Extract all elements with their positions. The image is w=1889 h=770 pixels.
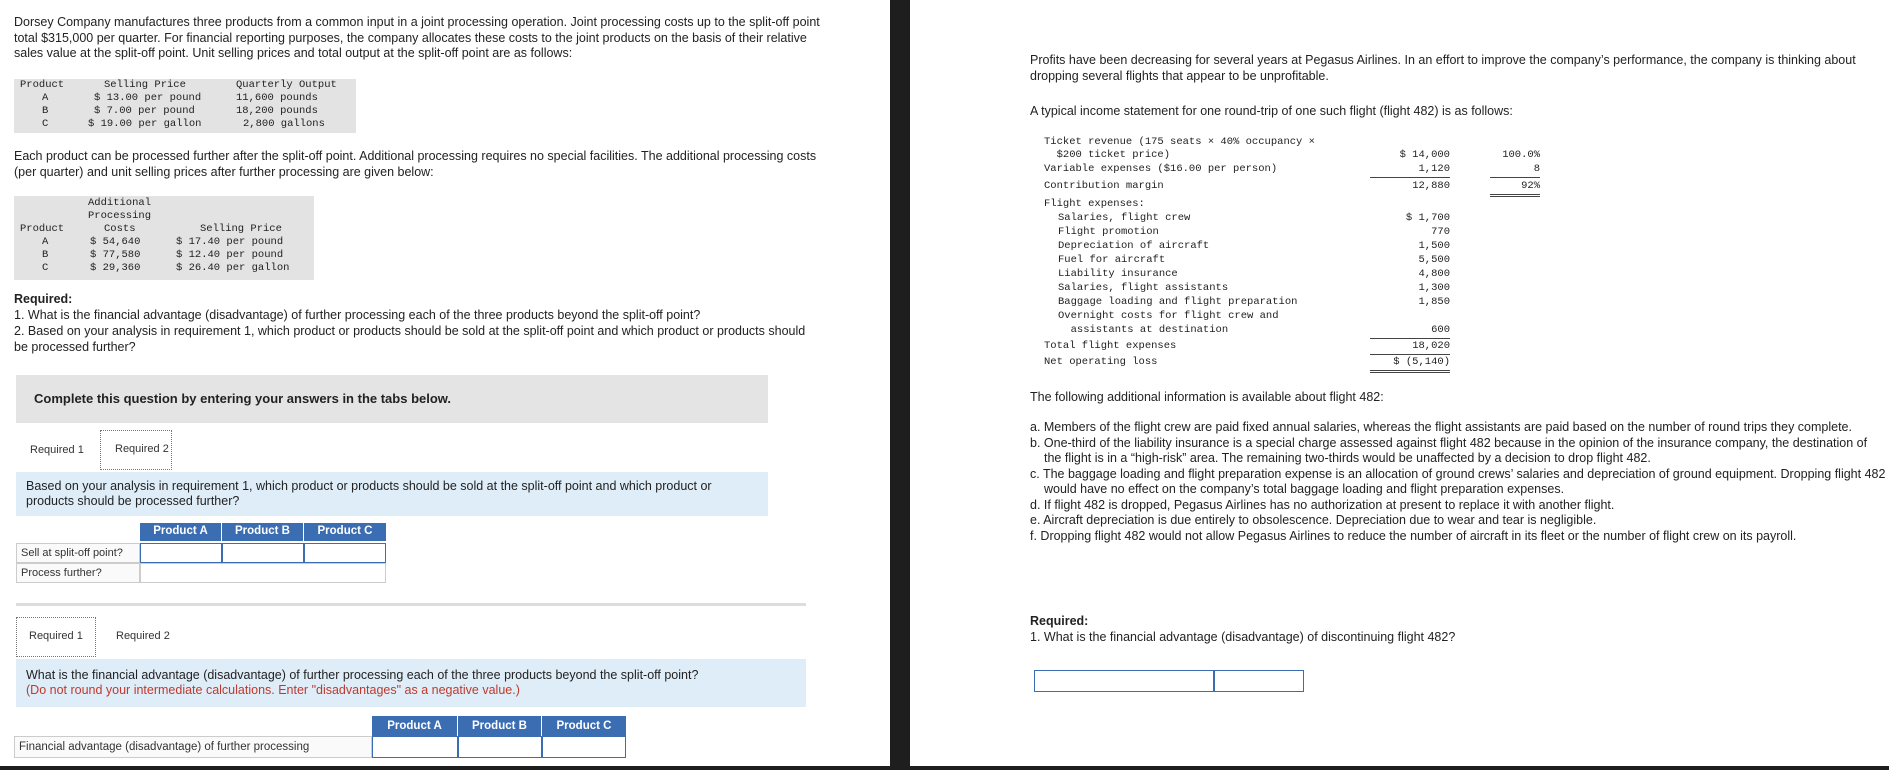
- additional-info-list: [1030, 420, 1886, 544]
- table1-header-output: Quarterly Output: [236, 79, 337, 91]
- info-item-e: e. Aircraft depreciation is due entirely to obsolescence. Depreciation due to wear and tear is negligible.: [1030, 513, 1597, 527]
- contribution-margin-label: Contribution margin: [1044, 180, 1164, 192]
- req1-table-header: [372, 716, 626, 736]
- sell-split-off-product-c-input[interactable]: [304, 543, 386, 563]
- section-divider: [16, 603, 806, 606]
- table2-row-c-price: $ 26.40 per gallon: [176, 262, 290, 274]
- tab-required-2[interactable]: Required 2: [100, 430, 172, 470]
- table2-header-line1: Additional: [88, 197, 152, 209]
- info-item-f: f. Dropping flight 482 would not allow Pegasus Airlines to reduce the number of aircraft in its fleet or the number of flight crew on its payroll.: [1030, 528, 1797, 543]
- row-financial-advantage: Financial advantage (disadvantage) of further processing: [14, 736, 372, 758]
- table2-row-b-price: $ 12.40 per pound: [176, 249, 284, 261]
- expense-label-2: Flight promotion: [1058, 226, 1159, 238]
- col-product-c: Product C: [317, 525, 373, 537]
- advantage-product-c-input[interactable]: [542, 736, 626, 758]
- expense-label-7: Baggage loading and flight preparation: [1058, 296, 1298, 308]
- pegasus-required-1: 1. What is the financial advantage (disadvantage) of discontinuing flight 482?: [1030, 630, 1456, 644]
- flight-expenses-label: Flight expenses:: [1044, 198, 1145, 210]
- col-product-b: Product B: [222, 523, 304, 541]
- sell-a-field[interactable]: [141, 544, 221, 562]
- total-flight-expenses-label: Total flight expenses: [1044, 340, 1177, 352]
- pegasus-intro: Profits have been decreasing for several years at Pegasus Airlines. In an effort to improve the company’s performance, the company is thinking about dropping several flights that appear to be unprofitable.: [1030, 53, 1856, 83]
- net-operating-loss-value: $ (5,140): [1370, 356, 1450, 373]
- variable-expenses-value: 1,120: [1370, 163, 1450, 178]
- table2-row-b-product: B: [42, 249, 49, 261]
- advantage-a-field[interactable]: [373, 737, 457, 757]
- expense-label-9: assistants at destination: [1058, 324, 1229, 336]
- expense-label-8: Overnight costs for flight crew and: [1058, 310, 1279, 322]
- table1-row-a-output: 11,600 pounds: [236, 92, 318, 104]
- table1-row-b-product: B: [42, 105, 49, 117]
- complete-banner: Complete this question by entering your answers in the tabs below.: [16, 375, 768, 423]
- ticket-revenue-label-1: Ticket revenue (175 seats × 40% occupancy ×: [1044, 136, 1315, 148]
- info-item-c: c. The baggage loading and flight preparation expense is an allocation of ground crews’ salaries and depreciation of ground equipment. Dropping flight 482 would have no effect on the company’s total baggage loading and flight preparation expenses.: [1030, 466, 1886, 496]
- expense-value-2: 770: [1431, 226, 1450, 238]
- processing-text: Each product can be processed further after the split-off point. Additional processing requires no special facilities. The additional processing costs (per quarter) and unit selling prices after further processing are given below:: [14, 149, 817, 179]
- expense-value-6: 1,300: [1418, 282, 1450, 294]
- info-item-a: a. Members of the flight crew are paid fixed annual salaries, whereas the flight assistants are paid based on the number of round trips they complete.: [1030, 420, 1852, 434]
- contribution-margin-value: 12,880: [1412, 180, 1450, 192]
- row-process-further: Process further?: [16, 563, 140, 583]
- sell-split-off-product-b-input[interactable]: [222, 543, 304, 563]
- pegasus-required-heading: Required:: [1030, 614, 1089, 628]
- table2-header-line2: Processing: [88, 210, 152, 222]
- table1-header-price: Selling Price: [104, 79, 186, 91]
- table1-row-c-product: C: [42, 118, 49, 130]
- variable-expenses-pct: 8: [1490, 163, 1540, 178]
- sell-b-field[interactable]: [223, 544, 303, 562]
- table2-row-a-costs: $ 54,640: [90, 236, 141, 248]
- net-operating-loss-label: Net operating loss: [1044, 356, 1158, 368]
- table1-row-b-price: $ 7.00 per pound: [94, 105, 195, 117]
- col-product-a: Product A: [140, 523, 222, 541]
- table1-row-a-price: $ 13.00 per pound: [94, 92, 202, 104]
- table1-header-product: Product: [20, 79, 65, 91]
- intro-text: Dorsey Company manufactures three products from a common input in a joint processing operation. Joint processing costs up to the split-off point total $315,000 per quarter. For financial reporting purposes, the company allocates these costs to the joint products on the basis of their relative sales value at the split-off point. Unit selling prices and total output at the split-off point are as follows:: [14, 15, 820, 60]
- expense-value-5: 4,800: [1418, 268, 1450, 280]
- advantage-b-field[interactable]: [459, 737, 541, 757]
- expense-value-7: 1,850: [1418, 296, 1450, 308]
- sell-split-off-product-a-input[interactable]: [140, 543, 222, 563]
- expense-label-5: Liability insurance: [1058, 268, 1178, 280]
- required-1-note: (Do not round your intermediate calculations. Enter "disadvantages" as a negative value.): [26, 683, 520, 697]
- req2-table-header: [140, 523, 386, 541]
- table1-row-c-price: $ 19.00 per gallon: [88, 118, 202, 130]
- variable-expenses-label: Variable expenses ($16.00 per person): [1044, 163, 1278, 175]
- required-2-question: Based on your analysis in requirement 1, which product or products should be sold at the split-off point and which product or products should be processed further?: [16, 472, 768, 516]
- table2-row-b-costs: $ 77,580: [90, 249, 141, 261]
- tab-required-1[interactable]: Required 1: [30, 444, 84, 456]
- table1-row-a-product: A: [42, 92, 49, 104]
- expense-value-9: 600: [1370, 324, 1450, 339]
- advantage-product-b-input[interactable]: [458, 736, 542, 758]
- table2-row-a-price: $ 17.40 per pound: [176, 236, 284, 248]
- discontinue-amount-input[interactable]: [1214, 670, 1304, 692]
- required-1-question-text: What is the financial advantage (disadvantage) of further processing each of the three products beyond the split-off point?: [26, 668, 699, 682]
- contribution-margin-pct: 92%: [1490, 180, 1540, 197]
- expense-label-4: Fuel for aircraft: [1058, 254, 1166, 266]
- process-further-empty-row: [140, 563, 386, 583]
- row-sell-at-split-off: Sell at split-off point?: [16, 543, 140, 563]
- expense-value-4: 5,500: [1418, 254, 1450, 266]
- total-flight-expenses-value: 18,020: [1370, 340, 1450, 355]
- left-problem-panel: [0, 0, 890, 766]
- table2-row-c-costs: $ 29,360: [90, 262, 141, 274]
- table2-header-product: Product: [20, 223, 65, 235]
- discontinue-amount-field[interactable]: [1215, 671, 1303, 691]
- table2-header-costs: Costs: [104, 223, 136, 235]
- required-1-question: [16, 659, 806, 707]
- expense-label-6: Salaries, flight assistants: [1058, 282, 1229, 294]
- advantage-product-a-input[interactable]: [372, 736, 458, 758]
- col-product-a-lower: Product A: [372, 716, 458, 736]
- ticket-revenue-label-2: $200 ticket price): [1044, 149, 1171, 161]
- pegasus-intro-2: A typical income statement for one round-trip of one such flight (flight 482) is as follows:: [1030, 104, 1513, 118]
- info-item-d: d. If flight 482 is dropped, Pegasus Airlines has no authorization at present to replace it with another flight.: [1030, 497, 1615, 512]
- table2-row-a-product: A: [42, 236, 49, 248]
- col-product-b-lower: Product B: [458, 716, 542, 736]
- sell-c-field[interactable]: [305, 544, 385, 562]
- discontinue-label-field[interactable]: [1035, 671, 1213, 691]
- expense-value-3: 1,500: [1418, 240, 1450, 252]
- right-problem-panel: [910, 0, 1889, 766]
- table2-row-c-product: C: [42, 262, 49, 274]
- required-2-text: 2. Based on your analysis in requirement 1, which product or products should be sold at the split-off point and which product or products should be processed further?: [14, 324, 806, 354]
- ticket-revenue-value: $ 14,000: [1399, 149, 1450, 161]
- tab-required-1-lower[interactable]: Required 1: [16, 617, 96, 657]
- col-product-c-lower: Product C: [556, 720, 612, 732]
- ticket-revenue-pct: 100.0%: [1502, 149, 1540, 161]
- additional-info-heading: The following additional information is available about flight 482:: [1030, 390, 1384, 404]
- table1-row-c-output: 2,800 gallons: [243, 118, 325, 130]
- expense-label-1: Salaries, flight crew: [1058, 212, 1191, 224]
- discontinue-label-input[interactable]: [1034, 670, 1214, 692]
- table1-row-b-output: 18,200 pounds: [236, 105, 318, 117]
- table2-header-price: Selling Price: [200, 223, 282, 235]
- advantage-c-field[interactable]: [543, 737, 625, 757]
- required-1-text: 1. What is the financial advantage (disadvantage) of further processing each of the three products beyond the split-off point?: [14, 308, 701, 322]
- info-item-b: b. One-third of the liability insurance is a special charge assessed against flight 482 because in the opinion of the insurance company, the destination of the flight is in a “high-risk” area. The remaining two-thirds would be unaffected by a decision to drop flight 482.: [1030, 435, 1868, 465]
- expense-value-1: $ 1,700: [1405, 212, 1450, 224]
- expense-label-3: Depreciation of aircraft: [1058, 240, 1210, 252]
- required-heading: Required:: [14, 292, 73, 306]
- tab-required-2-lower[interactable]: Required 2: [116, 630, 170, 642]
